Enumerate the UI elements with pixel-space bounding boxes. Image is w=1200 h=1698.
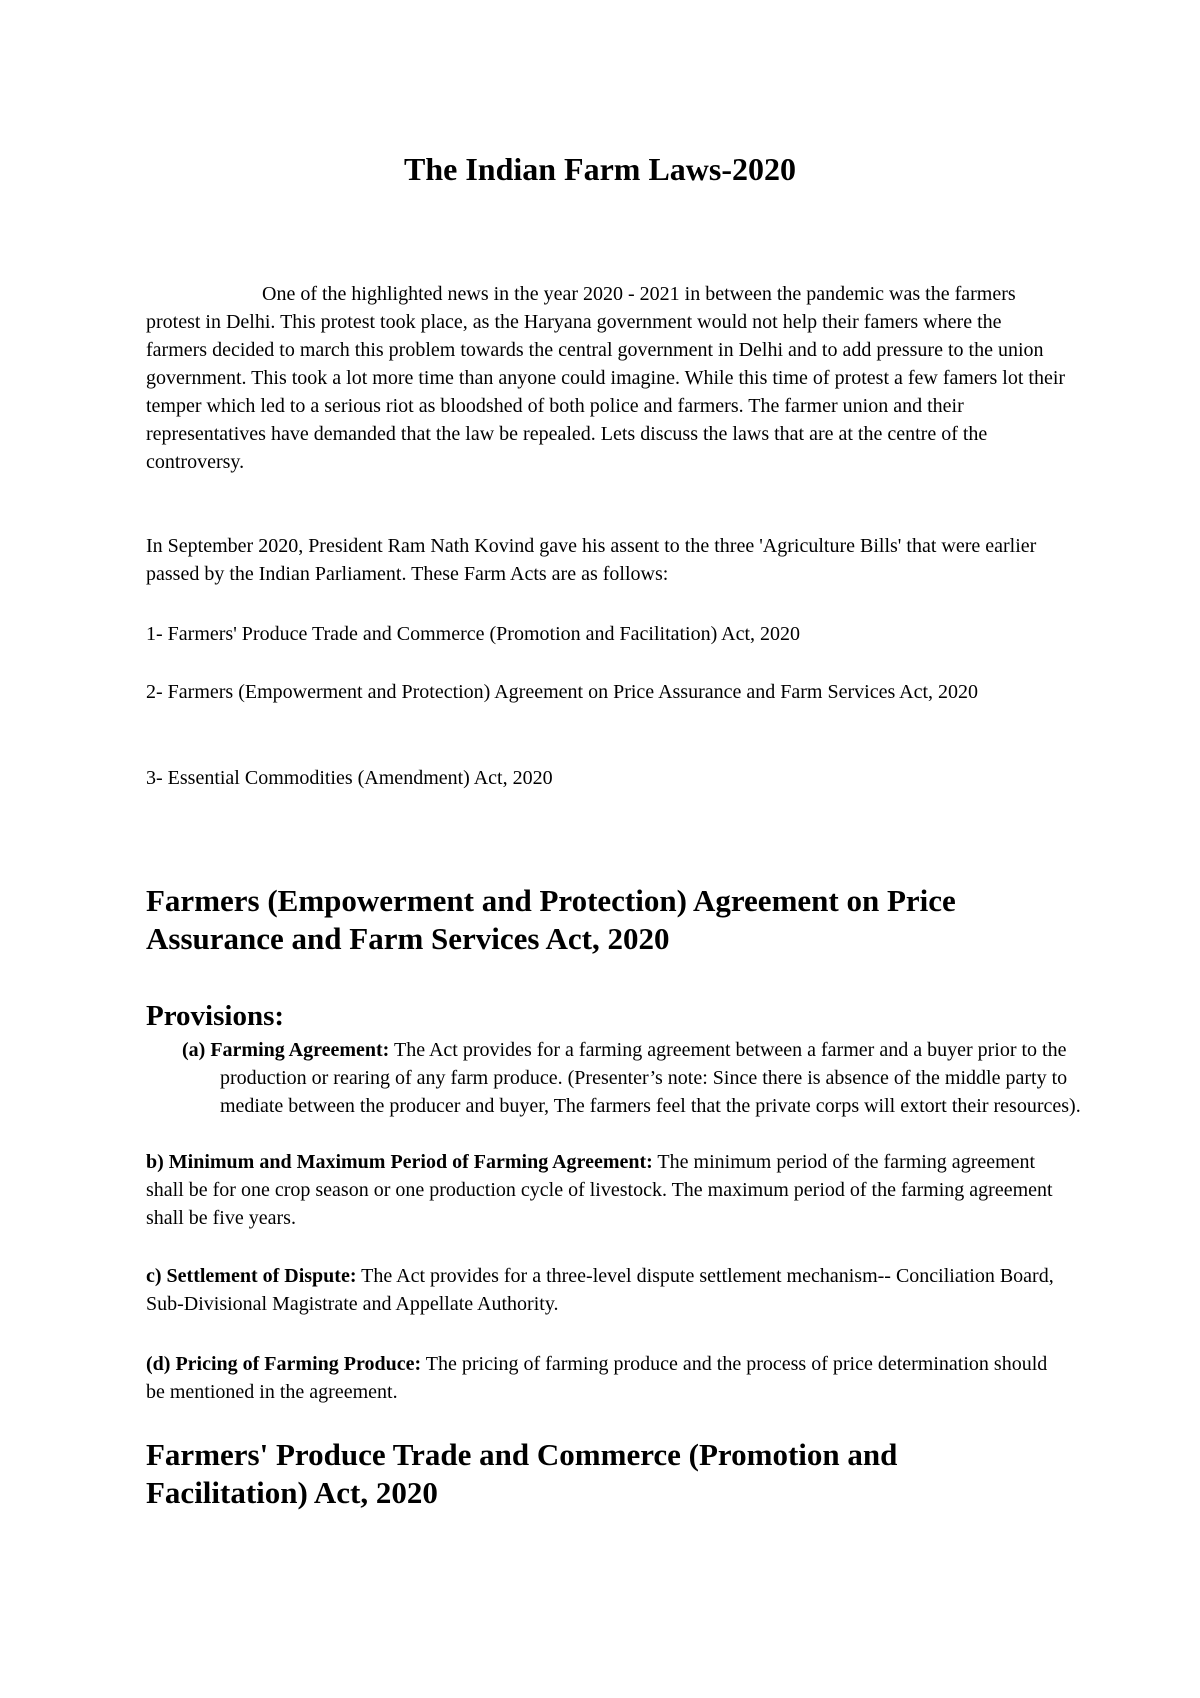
act-list-item: 1- Farmers' Produce Trade and Commerce (Promotion and Facilitation) Act, 2020	[146, 623, 801, 645]
provision-text: The Act provides for a farming agreement between a farmer and a buyer prior to the production or rearing of any farm produce. (Presenter’s note: Since there is absence of the middle party to mediate between the producer and buyer, The farmers feel that the private corps will extort their resources).	[220, 1039, 1081, 1117]
provisions-heading: Provisions:	[146, 1000, 285, 1032]
section-heading-trade-act: Farmers' Produce Trade and Commerce (Promotion and Facilitation) Act, 2020	[146, 1437, 898, 1510]
provision-pricing	[146, 1350, 1066, 1406]
provision-label: b) Minimum and Maximum Period of Farming Agreement:	[146, 1151, 653, 1173]
provision-label: (d) Pricing of Farming Produce:	[146, 1353, 422, 1375]
section-heading-empowerment-act: Farmers (Empowerment and Protection) Agreement on Price Assurance and Farm Services Act, 2020	[146, 883, 956, 956]
assent-paragraph: In September 2020, President Ram Nath Kovind gave his assent to the three 'Agriculture Bills' that were earlier passed by the Indian Parliament. These Farm Acts are as follows:	[146, 535, 1037, 585]
provision-dispute	[146, 1262, 1066, 1318]
act-list-item: 3- Essential Commodities (Amendment) Act, 2020	[146, 767, 553, 789]
provision-text: The pricing of farming produce and the process of price determination should be mentioned in the agreement.	[146, 1353, 1048, 1403]
provision-text: The Act provides for a three-level dispute settlement mechanism-- Conciliation Board, Sub-Divisional Magistrate and Appellate Authority.	[146, 1265, 1054, 1315]
provision-label: c) Settlement of Dispute:	[146, 1265, 357, 1287]
provision-period	[146, 1148, 1066, 1232]
provision-label: (a) Farming Agreement:	[182, 1039, 390, 1061]
provision-text: The minimum period of the farming agreement shall be for one crop season or one production cycle of livestock. The maximum period of the farming agreement shall be five years.	[146, 1151, 1053, 1229]
document-title: The Indian Farm Laws-2020	[403, 151, 797, 187]
act-list-item: 2- Farmers (Empowerment and Protection) Agreement on Price Assurance and Farm Services Act, 2020	[146, 681, 979, 703]
provision-farming-agreement	[182, 1036, 1100, 1120]
intro-paragraph: One of the highlighted news in the year 2020 - 2021 in between the pandemic was the farmers protest in Delhi. This protest took place, as the Haryana government would not help their famers where the farmers decided to march this problem towards the central government in Delhi and to add pressure to the union government. This took a lot more time than anyone could imagine. While this time of protest a few famers lot their temper which led to a serious riot as bloodshed of both police and farmers. The farmer union and their representatives have demanded that the law be repealed. Lets discuss the laws that are at the centre of the controversy.	[146, 283, 1066, 473]
